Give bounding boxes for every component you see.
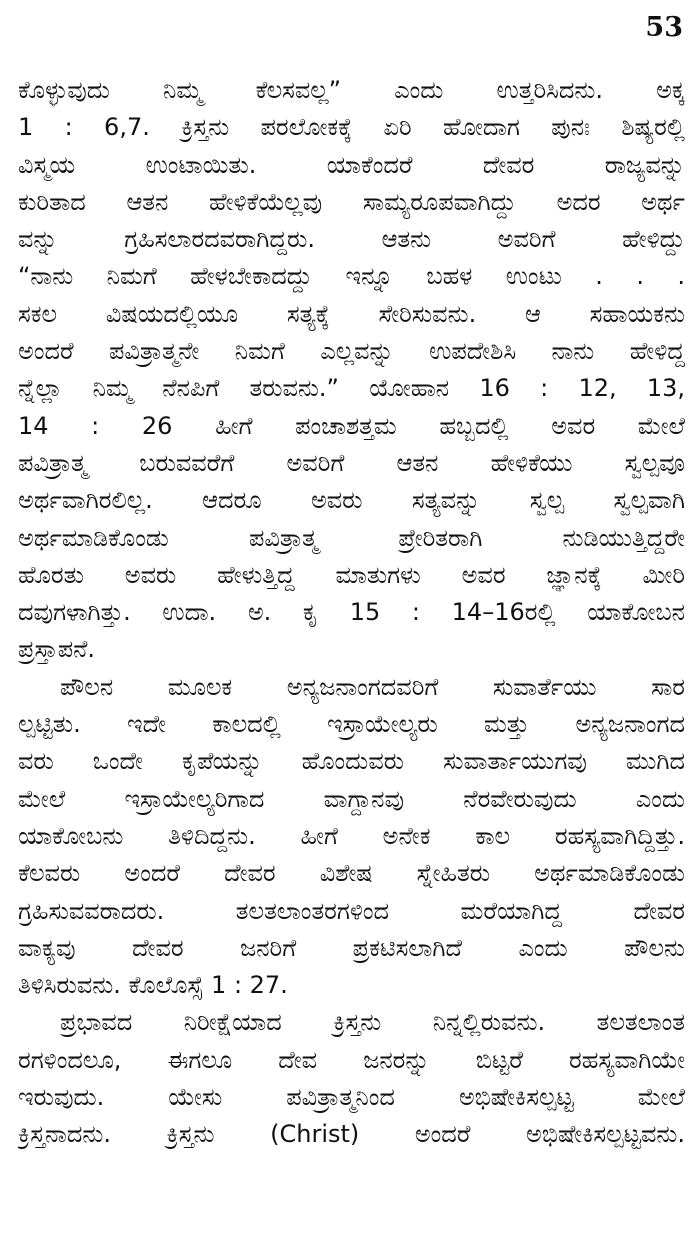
text-line: ಪೌಲನ ಮೂಲಕ ಅನ್ಯಜನಾಂಗದವರಿಗೆ ಸುವಾರ್ತೆಯು ಸಾರ [60,672,685,701]
text-line: ಅಂದರೆ ಪವಿತ್ರಾತ್ಮನೇ ನಿಮಗೆ ಎಲ್ಲವನ್ನು ಉಪದೇಶಿಸಿ ನಾನು ಹೇಳಿದ್ದ [18,337,685,366]
text-line: ಯಾಕೋಬನು ತಿಳಿದಿದ್ದನು. ಹೀಗೆ ಅನೇಕ ಕಾಲ ರಹಸ್ಯವಾಗಿದ್ದಿತ್ತು. [18,821,685,850]
text-line: ಕ್ರಿಸ್ತನಾದನು. ಕ್ರಿಸ್ತನು (Christ) ಅಂದರೆ ಅಭಿಷೇಕಿಸಲ್ಪಟ್ಟವನು. [18,1120,685,1149]
text-line: ಇರುವುದು. ಯೇಸು ಪವಿತ್ರಾತ್ಮನಿಂದ ಅಭಿಷೇಕಿಸಲ್ಪಟ್ಟ ಮೇಲೆ [18,1083,685,1112]
text-line: ದವುಗಳಾಗಿತ್ತು. ಉದಾ. ಅ. ಕೃ 15 : 14–16ರಲ್ಲಿ ಯಾಕೋಬನ [18,598,685,627]
text-line: ತಿಳಿಸಿರುವನು. ಕೊಲೊಸ್ಸೆ 1 : 27. [18,971,288,1000]
text-line: ಗ್ರಹಿಸುವವರಾದರು. ತಲತಲಾಂತರಗಳಿಂದ ಮರೆಯಾಗಿದ್ದ ದೇವರ [18,896,685,925]
text-line: ವಾಕ್ಯವು ದೇವರ ಜನರಿಗೆ ಪ್ರಕಟಿಸಲಾಗಿದೆ ಎಂದು ಪೌಲನು [18,933,685,962]
text-line: ವರು ಒಂದೇ ಕೃಪೆಯನ್ನು ಹೊಂದುವರು ಸುವಾರ್ತಾಯುಗವು ಮುಗಿದ [18,747,685,776]
text-line: ಪವಿತ್ರಾತ್ಮ ಬರುವವರೆಗೆ ಅವರಿಗೆ ಆತನ ಹೇಳಿಕೆಯು ಸ್ವಲ್ಪವೂ [18,448,685,477]
text-line: ಲ್ಪಟ್ಟಿತು. ಇದೇ ಕಾಲದಲ್ಲಿ ಇಸ್ರಾಯೇಲ್ಯರು ಮತ್ತು ಅನ್ಯಜನಾಂಗದ [18,710,685,739]
text-line: ಅರ್ಥವಾಗಿರಲಿಲ್ಲ. ಆದರೂ ಅವರು ಸತ್ಯವನ್ನು ಸ್ವಲ್ಪ ಸ್ವಲ್ಪವಾಗಿ [18,486,685,515]
text-line: ಮೇಲೆ ಇಸ್ರಾಯೇಲ್ಯರಿಗಾದ ವಾಗ್ದಾನವು ನೆರವೇರುವುದು ಎಂದು [18,784,685,813]
paragraph-2 [18,669,685,1005]
text-line: ಸಕಲ ವಿಷಯದಲ್ಲಿಯೂ ಸತ್ಯಕ್ಕೆ ಸೇರಿಸುವನು. ಆ ಸಹಾಯಕನು [18,299,685,328]
text-line: 1 : 6,7. ಕ್ರಿಸ್ತನು ಪರಲೋಕಕ್ಕೆ ಏರಿ ಹೋದಾಗ ಪುನಃ ಶಿಷ್ಯರಲ್ಲಿ [18,113,685,142]
text-line: ಕೆಲವರು ಅಂದರೆ ದೇವರ ವಿಶೇಷ ಸ್ನೇಹಿತರು ಅರ್ಥಮಾಡಿಕೊಂಡು [18,859,685,888]
paragraph-1 [18,72,685,669]
text-line: ಪ್ರಸ್ತಾಪನೆ. [18,635,96,664]
paragraph-3 [18,1004,685,1153]
text-line: ಪ್ರಭಾವದ ನಿರೀಕ್ಷೆಯಾದ ಕ್ರಿಸ್ತನು ನಿನ್ನಲ್ಲಿರುವನು. ತಲತಲಾಂತ [60,1008,685,1037]
text-line: “ನಾನು ನಿಮಗೆ ಹೇಳಬೇಕಾದದ್ದು ಇನ್ನೂ ಬಹಳ ಉಂಟು . . . [18,262,685,291]
text-line: 14 : 26 ಹೀಗೆ ಪಂಚಾಶತ್ತಮ ಹಬ್ಬದಲ್ಲಿ ಅವರ ಮೇಲೆ [18,411,685,440]
text-line: ಅರ್ಥಮಾಡಿಕೊಂಡು ಪವಿತ್ರಾತ್ಮ ಪ್ರೇರಿತರಾಗಿ ನುಡಿಯುತ್ತಿದ್ದರೇ [18,523,685,552]
text-line: ನ್ನೆಲ್ಲಾ ನಿಮ್ಮ ನೆನಪಿಗೆ ತರುವನು.” ಯೋಹಾನ 16 : 12, 13, [18,374,685,403]
text-line: ರಗಳಿಂದಲೂ, ಈಗಲೂ ದೇವ ಜನರನ್ನು ಬಿಟ್ಟರೆ ರಹಸ್ಯವಾಗಿಯೇ [18,1045,685,1074]
text-line: ವನ್ನು ಗ್ರಹಿಸಲಾರದವರಾಗಿದ್ದರು. ಆತನು ಅವರಿಗೆ ಹೇಳಿದ್ದು [18,225,685,254]
text-line: ಹೊರತು ಅವರು ಹೇಳುತ್ತಿದ್ದ ಮಾತುಗಳು ಅವರ ಜ್ಞಾನಕ್ಕೆ ಮೀರಿ [18,560,685,589]
page-number: 53 [645,12,683,43]
text-line: ವಿಸ್ಮಯ ಉಂಟಾಯಿತು. ಯಾಕೆಂದರೆ ದೇವರ ರಾಜ್ಯವನ್ನು [18,150,685,179]
text-line: ಕುರಿತಾದ ಆತನ ಹೇಳಿಕೆಯೆಲ್ಲವು ಸಾಮ್ಯರೂಪವಾಗಿದ್ದು ಅದರ ಅರ್ಥ [18,187,685,216]
text-line: ಕೊಳ್ಳುವುದು ನಿಮ್ಮ ಕೆಲಸವಲ್ಲ” ಎಂದು ಉತ್ತರಿಸಿದನು. ಅಕ್ಕ [18,76,685,104]
